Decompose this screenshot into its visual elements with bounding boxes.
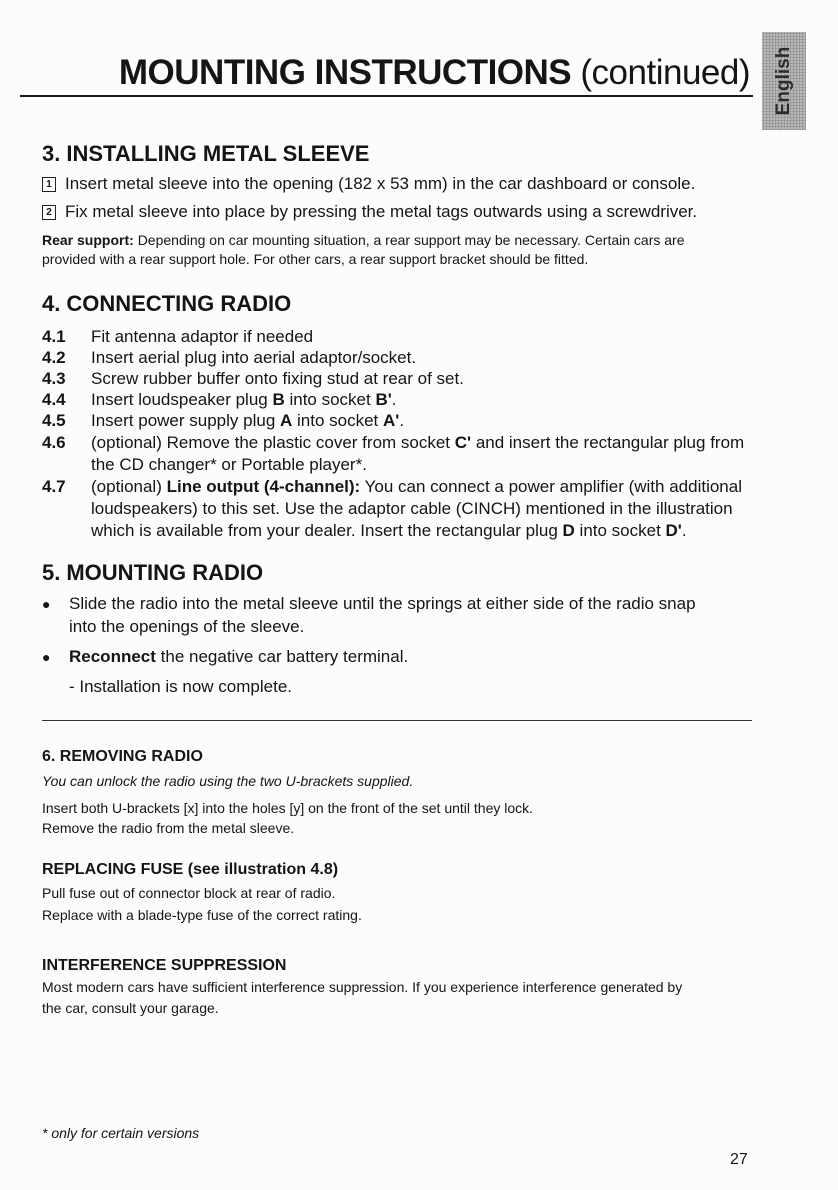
section-4-heading: 4. CONNECTING RADIO bbox=[42, 291, 292, 316]
step-1-box: 1 bbox=[42, 177, 56, 192]
section-6-heading: 6. REMOVING RADIO bbox=[42, 748, 203, 765]
footnote: * only for certain versions bbox=[42, 1125, 200, 1141]
step-4-7-line-3: which is available from your dealer. Insert the rectangular plug D into socket D'. bbox=[91, 521, 687, 540]
bullet-icon: ● bbox=[42, 649, 51, 665]
step-4-5: 4.5 Insert power supply plug A into socket A'. bbox=[42, 411, 405, 430]
step-2: 2 Fix metal sleeve into place by pressing the metal tags outwards using a screwdriver. bbox=[42, 201, 697, 223]
interference-line-2: the car, consult your garage. bbox=[42, 1000, 219, 1016]
removing-line-1: Insert both U-brackets [x] into the holes [y] on the front of the set until they lock. bbox=[42, 800, 534, 816]
title-underline bbox=[20, 95, 753, 97]
rear-support-line-1: Rear support: Depending on car mounting situation, a rear support may be necessary. Certain cars are bbox=[42, 232, 685, 248]
fuse-line-2: Replace with a blade-type fuse of the correct rating. bbox=[42, 907, 362, 923]
rear-support-line-2: provided with a rear support hole. For other cars, a rear support bracket should be fitted. bbox=[42, 251, 589, 267]
step-4-7-line-2: loudspeakers) to this set. Use the adaptor cable (CINCH) mentioned in the illustration bbox=[91, 499, 733, 518]
step-1: 1 Insert metal sleeve into the opening (182 x 53 mm) in the car dashboard or console. bbox=[42, 173, 695, 195]
step-4-4: 4.4 Insert loudspeaker plug B into socket B'. bbox=[42, 390, 397, 409]
removing-intro: You can unlock the radio using the two U-brackets supplied. bbox=[42, 773, 414, 789]
step-4-6: 4.6 (optional) Remove the plastic cover from socket C' and insert the rectangular plug from bbox=[42, 433, 745, 452]
bullet-icon: ● bbox=[42, 596, 51, 612]
step-4-7: 4.7 (optional) Line output (4-channel): You can connect a power amplifier (with additional bbox=[42, 477, 742, 496]
section-divider bbox=[42, 720, 752, 721]
fuse-heading: REPLACING FUSE (see illustration 4.8) bbox=[42, 861, 339, 878]
language-tab: English bbox=[762, 32, 806, 130]
step-4-1: 4.1 Fit antenna adaptor if needed bbox=[42, 327, 314, 346]
step-4-2: 4.2 Insert aerial plug into aerial adaptor/socket. bbox=[42, 348, 417, 367]
removing-line-2: Remove the radio from the metal sleeve. bbox=[42, 820, 295, 836]
bullet-2: ● Reconnect the negative car battery terminal. bbox=[42, 647, 409, 666]
section-3-heading: 3. INSTALLING METAL SLEEVE bbox=[42, 141, 370, 166]
step-4-6-line-2: the CD changer* or Portable player*. bbox=[91, 455, 367, 474]
step-4-3: 4.3 Screw rubber buffer onto fixing stud at rear of set. bbox=[42, 369, 464, 388]
page-number: 27 bbox=[730, 1151, 748, 1168]
bullet-1: ● Slide the radio into the metal sleeve until the springs at either side of the radio snap bbox=[42, 594, 696, 613]
fuse-line-1: Pull fuse out of connector block at rear of radio. bbox=[42, 885, 336, 901]
step-2-box: 2 bbox=[42, 205, 56, 220]
interference-line-1: Most modern cars have sufficient interference suppression. If you experience interference generated by bbox=[42, 979, 683, 995]
bullet-1-line-2: into the openings of the sleeve. bbox=[69, 617, 305, 636]
interference-heading: INTERFERENCE SUPPRESSION bbox=[42, 957, 287, 974]
section-5-heading: 5. MOUNTING RADIO bbox=[42, 560, 264, 585]
installation-note: - Installation is now complete. bbox=[69, 677, 292, 696]
page-title: MOUNTING INSTRUCTIONS (continued) bbox=[118, 53, 750, 92]
